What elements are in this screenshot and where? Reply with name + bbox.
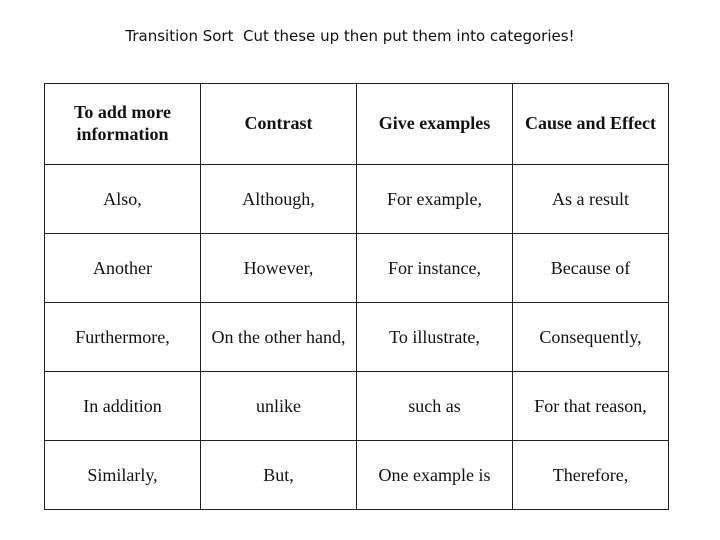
table-cell: Consequently, [513, 303, 669, 372]
table-cell: But, [201, 441, 357, 510]
page-title: Transition Sort Cut these up then put them into categories! [125, 27, 575, 45]
table-cell: Although, [201, 165, 357, 234]
table-cell: However, [201, 234, 357, 303]
header-give-examples: Give examples [357, 84, 513, 165]
table-cell: Furthermore, [45, 303, 201, 372]
table-cell: On the other hand, [201, 303, 357, 372]
header-row [45, 84, 669, 165]
table-row [45, 234, 669, 303]
header-add-information: To add more information [45, 84, 201, 165]
table-row [45, 303, 669, 372]
table-cell: As a result [513, 165, 669, 234]
table-cell: For instance, [357, 234, 513, 303]
table-cell: unlike [201, 372, 357, 441]
table-cell: Therefore, [513, 441, 669, 510]
table-cell: Because of [513, 234, 669, 303]
table-row [45, 441, 669, 510]
table-row [45, 165, 669, 234]
table-cell: Also, [45, 165, 201, 234]
table-cell: One example is [357, 441, 513, 510]
header-contrast: Contrast [201, 84, 357, 165]
table-cell: Another [45, 234, 201, 303]
table-cell: To illustrate, [357, 303, 513, 372]
table-cell: For that reason, [513, 372, 669, 441]
table-row [45, 372, 669, 441]
table-cell: In addition [45, 372, 201, 441]
table-cell: Similarly, [45, 441, 201, 510]
transition-sort-table [44, 83, 669, 510]
table-cell: such as [357, 372, 513, 441]
table-cell: For example, [357, 165, 513, 234]
header-cause-and-effect: Cause and Effect [513, 84, 669, 165]
